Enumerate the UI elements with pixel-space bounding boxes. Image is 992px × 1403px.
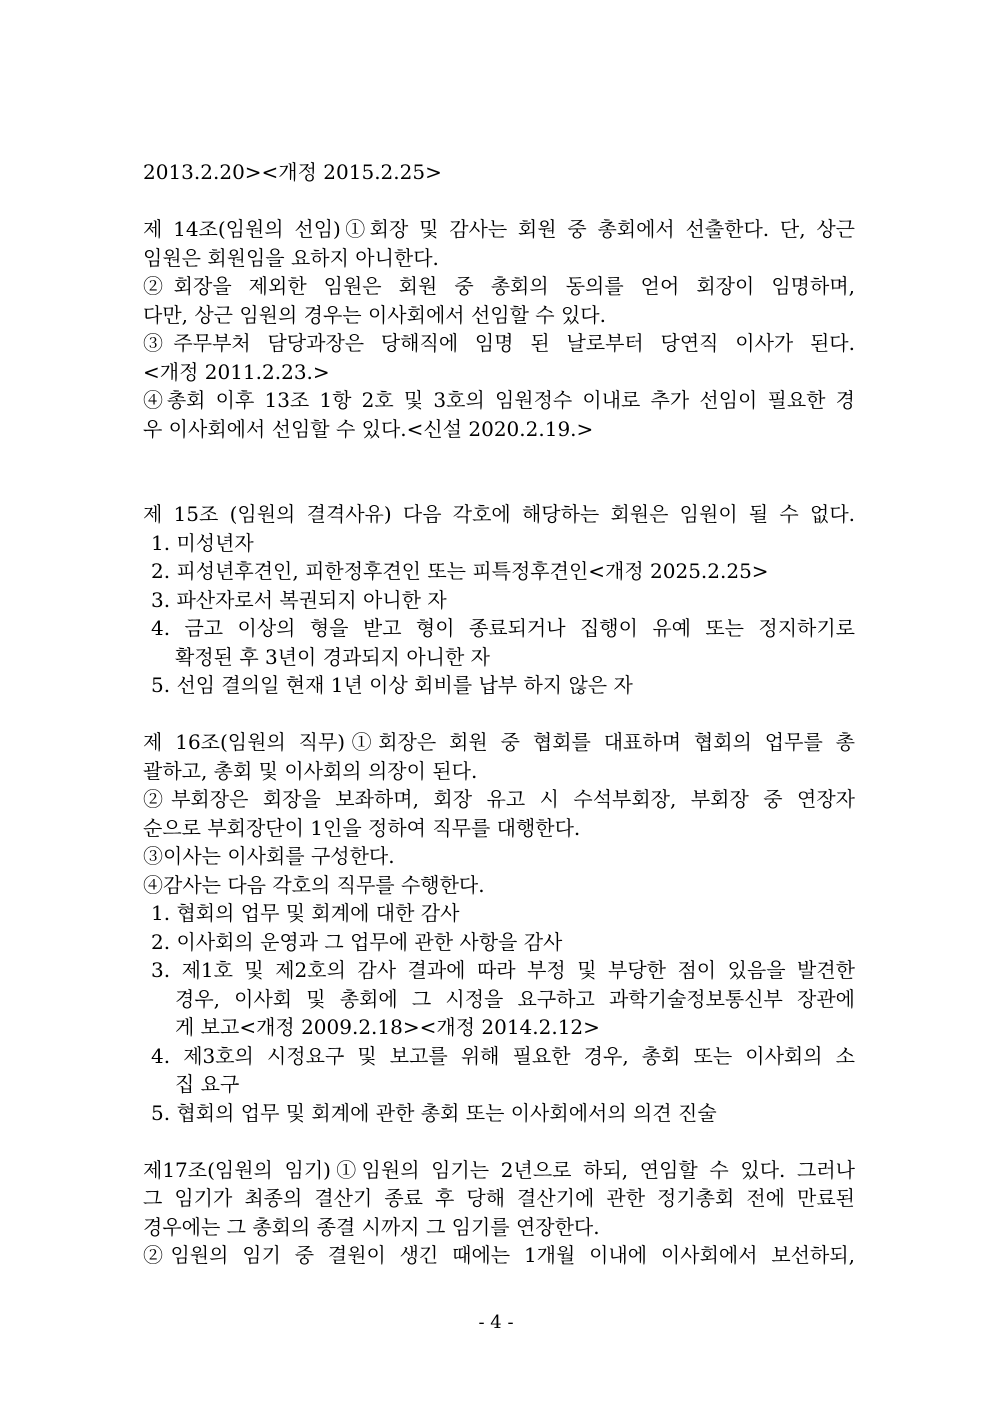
article-14-line: 임원은 회원임을 요하지 아니한다.: [143, 245, 439, 270]
list-item: 1. 미성년자: [151, 530, 254, 555]
list-item: 2. 피성년후견인, 피한정후견인 또는 피특정후견인<개정 2025.2.25>: [151, 559, 769, 583]
article-14-line: 다만, 상근 임원의 경우는 이사회에서 선임할 수 있다.: [143, 302, 606, 327]
article-16-line: 제 16조(임원의 직무)①회장은 회원 중 협회를 대표하며 협회의 업무를 총: [143, 730, 855, 754]
article-17-line: ②임원의 임기 중 결원이 생긴 때에는 1개월 이내에 이사회에서 보선하되,: [143, 1243, 855, 1267]
spacer: [143, 443, 855, 500]
article-14-line: ④총회 이후 13조 1항 2호 및 3호의 임원정수 이내로 추가 선임이 필요한 경: [143, 388, 855, 412]
article-17: [143, 1156, 855, 1270]
list-item-continuation: 경우, 이사회 및 총회에 그 시정을 요구하고 과학기술정보통신부 장관에: [175, 986, 855, 1011]
list-item: 4. 금고 이상의 형을 받고 형이 종료되거나 집행이 유예 또는 정지하기로: [151, 616, 855, 640]
article-14-line: 우 이사회에서 선임할 수 있다.<신설 2020.2.19.>: [143, 416, 594, 441]
list-item-continuation: 집 요구: [175, 1072, 240, 1096]
article-17-line: 그 임기가 최종의 결산기 종료 후 당해 결산기에 관한 정기총회 전에 만료된: [143, 1186, 855, 1210]
list-item: 5. 선임 결의일 현재 1년 이상 회비를 납부 하지 않은 자: [151, 673, 633, 697]
article-14-line: <개정 2011.2.23.>: [143, 359, 330, 384]
list-item: 3. 제1호 및 제2호의 감사 결과에 따라 부정 및 부당한 점이 있음을 발견한: [151, 958, 855, 982]
spacer: [143, 187, 855, 216]
article-14-line: 제 14조(임원의 선임)①회장 및 감사는 회원 중 총회에서 선출한다. 단, 상근: [143, 217, 855, 241]
list-item: 4. 제3호의 시정요구 및 보고를 위해 필요한 경우, 총회 또는 이사회의 소: [151, 1043, 855, 1068]
list-item: 5. 협회의 업무 및 회계에 관한 총회 또는 이사회에서의 의견 진술: [151, 1100, 717, 1125]
list-item-continuation: 게 보고<개정 2009.2.18><개정 2014.2.12>: [175, 1015, 600, 1039]
article-16: [143, 728, 855, 1127]
list-item: 1. 협회의 업무 및 회계에 대한 감사: [151, 901, 460, 925]
article-17-line: 제17조(임원의 임기)①임원의 임기는 2년으로 하되, 연임할 수 있다. 그러나: [143, 1157, 855, 1182]
article-16-line: ④감사는 다음 각호의 직무를 수행한다.: [143, 872, 485, 897]
article-14-line: ③주무부처 담당과장은 당해직에 임명 된 날로부터 당연직 이사가 된다.: [143, 331, 855, 355]
article-14-line: ②회장을 제외한 임원은 회원 중 총회의 동의를 얻어 회장이 임명하며,: [143, 274, 855, 298]
article-15-title: 제 15조 (임원의 결격사유) 다음 각호에 해당하는 회원은 임원이 될 수 없다.: [143, 502, 855, 526]
page-body: [143, 158, 855, 1270]
list-item: 2. 이사회의 운영과 그 업무에 관한 사항을 감사: [151, 929, 563, 954]
article-16-line: ②부회장은 회장을 보좌하며, 회장 유고 시 수석부회장, 부회장 중 연장자: [143, 787, 855, 811]
article-16-line: 순으로 부회장단이 1인을 정하여 직무를 대행한다.: [143, 815, 581, 840]
spacer: [143, 700, 855, 729]
article-16-line: ③이사는 이사회를 구성한다.: [143, 844, 395, 868]
article-15: [143, 500, 855, 700]
article-17-line: 경우에는 그 총회의 종결 시까지 그 임기를 연장한다.: [143, 1214, 600, 1239]
article-14: [143, 215, 855, 443]
list-item: 3. 파산자로서 복권되지 아니한 자: [151, 587, 447, 612]
page-number: - 4 -: [478, 1312, 514, 1333]
spacer: [143, 1127, 855, 1156]
list-item-continuation: 확정된 후 3년이 경과되지 아니한 자: [175, 644, 490, 669]
article-16-line: 괄하고, 총회 및 이사회의 의장이 된다.: [143, 758, 478, 783]
carryover-line: 2013.2.20><개정 2015.2.25>: [143, 160, 442, 184]
